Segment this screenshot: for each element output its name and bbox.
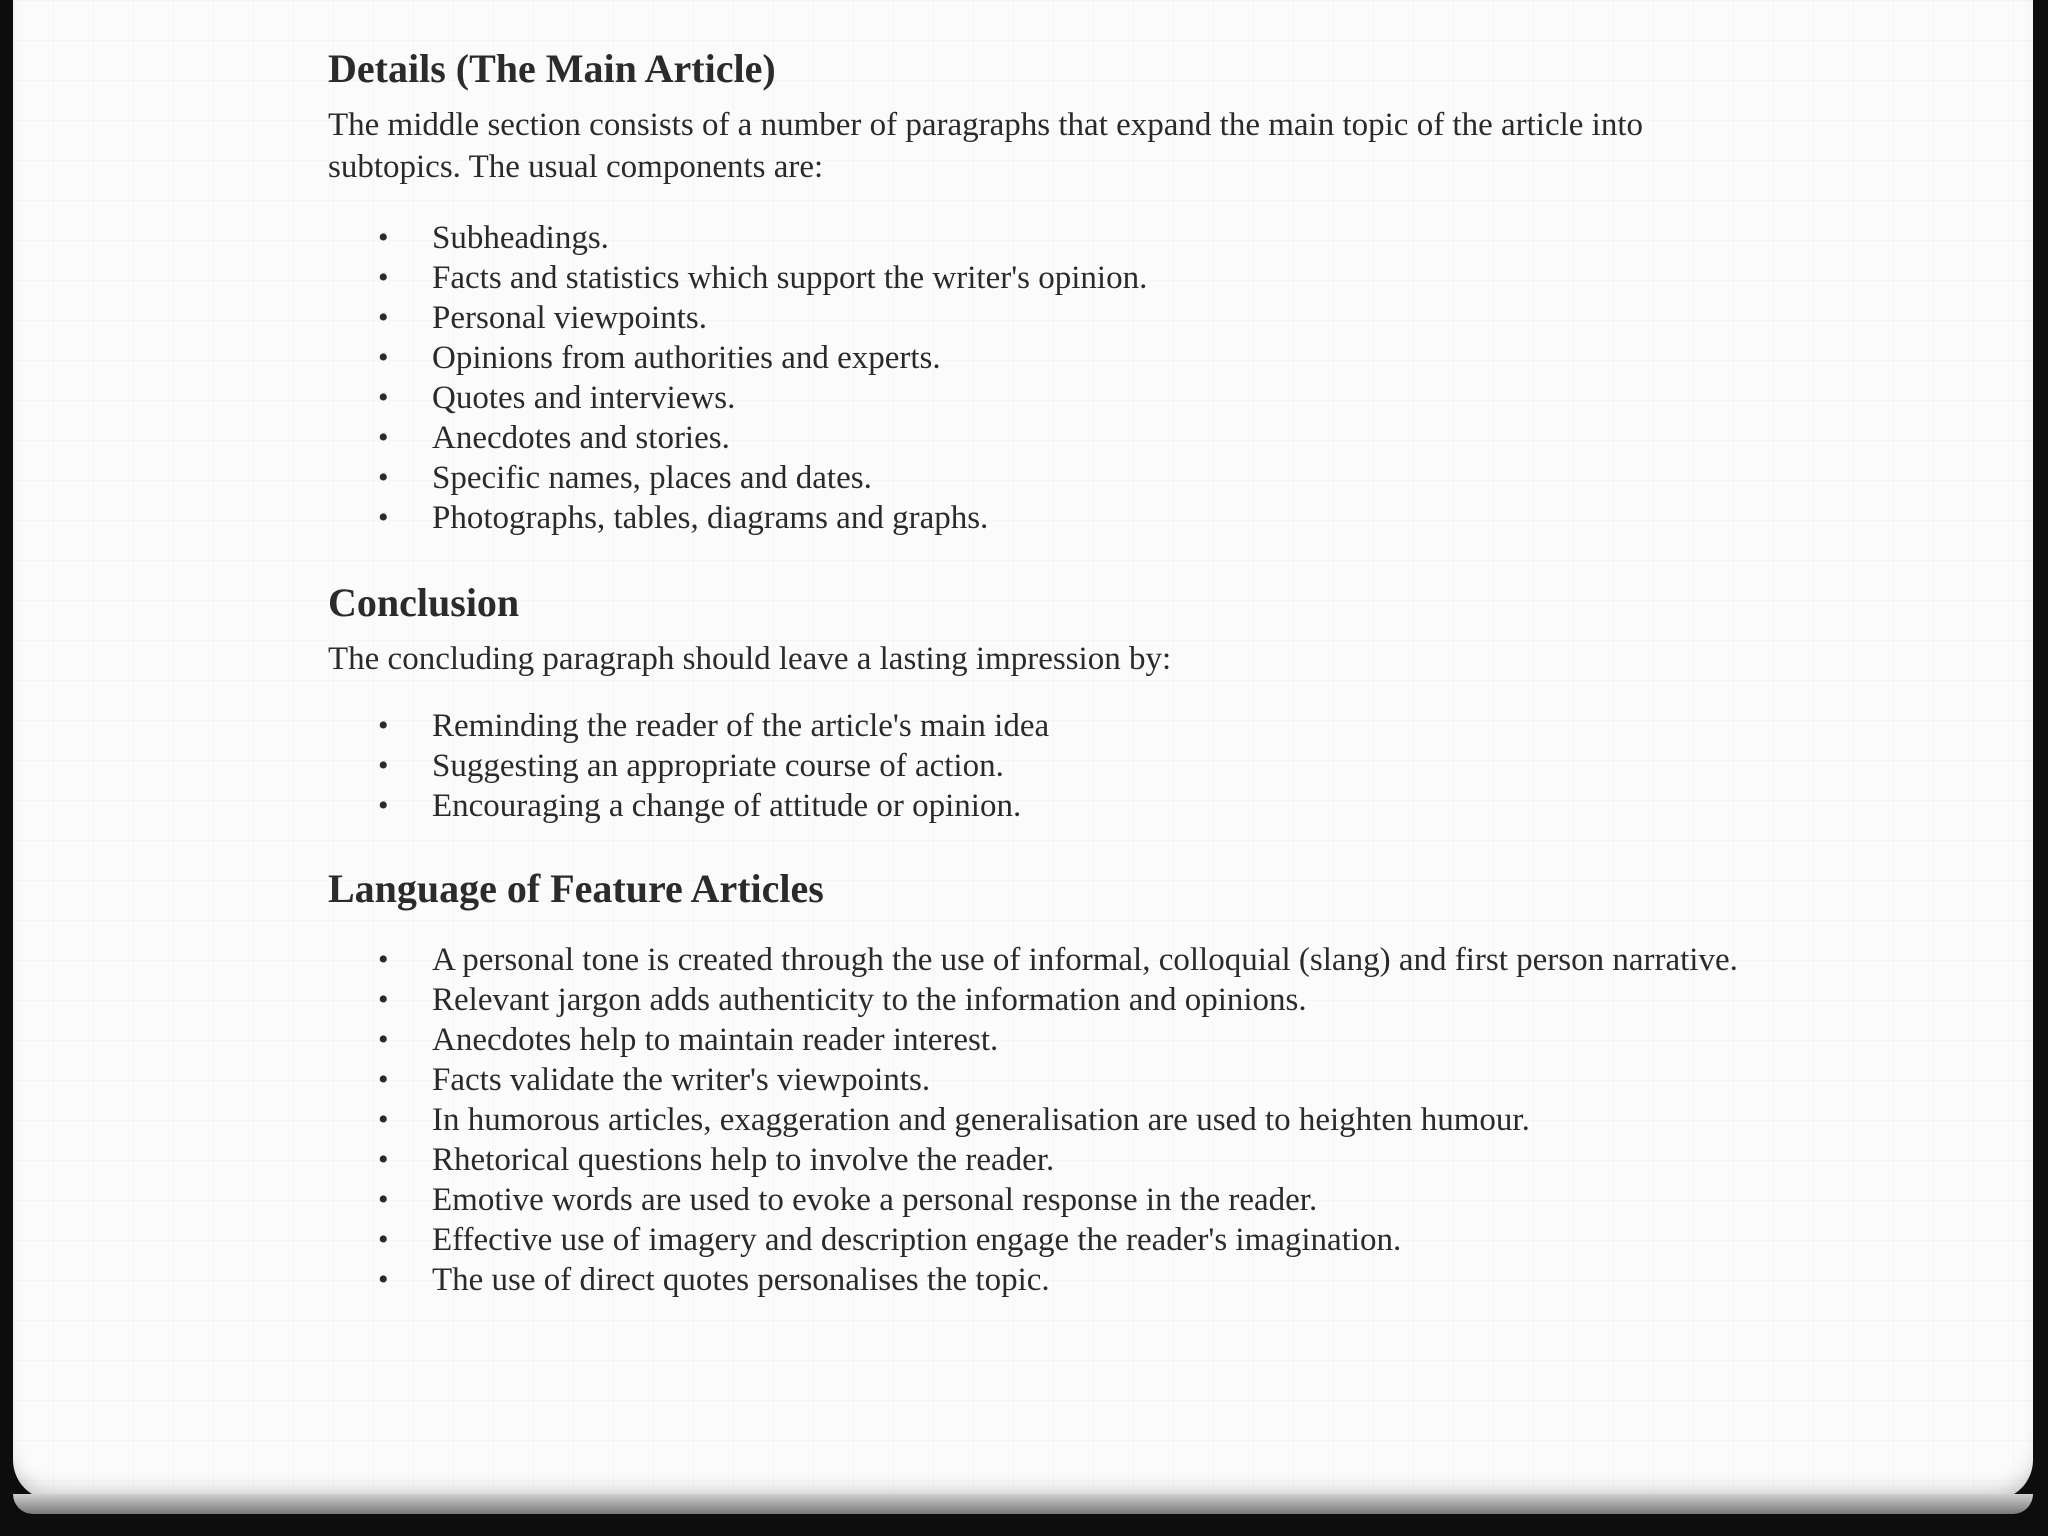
list-item: • Reminding the reader of the article's main idea: [378, 708, 1050, 744]
bullet-icon: •: [378, 421, 389, 454]
details-intro-line-2: subtopics. The usual components are:: [328, 149, 824, 185]
bullet-icon: •: [378, 301, 389, 334]
page-bottom-edge: [13, 1494, 2033, 1514]
bullet-icon: •: [378, 1103, 389, 1136]
bullet-icon: •: [378, 221, 389, 254]
language-heading: Language of Feature Articles: [328, 866, 824, 911]
list-item: • Anecdotes help to maintain reader interest.: [378, 1022, 999, 1058]
document-content: [328, 44, 1748, 1300]
bullet-icon: •: [378, 983, 389, 1016]
conclusion-list: [328, 706, 1748, 826]
bullet-icon: •: [378, 261, 389, 294]
list-item: • Encouraging a change of attitude or opinion.: [378, 788, 1022, 824]
list-item: • Quotes and interviews.: [378, 380, 736, 416]
list-item: • Relevant jargon adds authenticity to the information and opinions.: [378, 982, 1307, 1018]
bullet-icon: •: [378, 1183, 389, 1216]
list-item: • Specific names, places and dates.: [378, 460, 872, 496]
conclusion-heading: Conclusion: [328, 580, 520, 625]
bullet-icon: •: [378, 1023, 389, 1056]
list-item: • Subheadings.: [378, 220, 609, 256]
list-item: • The use of direct quotes personalises the topic.: [378, 1262, 1050, 1298]
list-item: • Facts and statistics which support the writer's opinion.: [378, 260, 1148, 296]
bullet-icon: •: [378, 1063, 389, 1096]
bullet-icon: •: [378, 381, 389, 414]
bullet-icon: •: [378, 709, 389, 742]
list-item: • Anecdotes and stories.: [378, 420, 730, 456]
conclusion-intro: The concluding paragraph should leave a lasting impression by:: [328, 641, 1172, 677]
list-item: • In humorous articles, exaggeration and generalisation are used to heighten humour.: [378, 1102, 1530, 1138]
list-item: • Personal viewpoints.: [378, 300, 707, 336]
bullet-icon: •: [378, 789, 389, 822]
list-item: • A personal tone is created through the use of informal, colloquial (slang) and first person narrative.: [378, 942, 1738, 978]
bullet-icon: •: [378, 341, 389, 374]
bullet-icon: •: [378, 1143, 389, 1176]
list-item: • Effective use of imagery and description engage the reader's imagination.: [378, 1222, 1402, 1258]
details-heading: Details (The Main Article): [328, 46, 776, 91]
details-list: [328, 218, 1748, 538]
list-item: • Suggesting an appropriate course of action.: [378, 748, 1004, 784]
bullet-icon: •: [378, 749, 389, 782]
language-list: [328, 940, 1748, 1300]
bullet-icon: •: [378, 1223, 389, 1256]
list-item: • Opinions from authorities and experts.: [378, 340, 941, 376]
list-item: • Photographs, tables, diagrams and graphs.: [378, 500, 989, 536]
details-intro: [328, 104, 1748, 188]
bullet-icon: •: [378, 501, 389, 534]
list-item: • Rhetorical questions help to involve the reader.: [378, 1142, 1055, 1178]
details-intro-line-1: The middle section consists of a number of paragraphs that expand the main topic of the article into: [328, 107, 1644, 143]
bullet-icon: •: [378, 1263, 389, 1296]
list-item: • Emotive words are used to evoke a personal response in the reader.: [378, 1182, 1318, 1218]
list-item: • Facts validate the writer's viewpoints.: [378, 1062, 931, 1098]
bullet-icon: •: [378, 943, 389, 976]
bullet-icon: •: [378, 461, 389, 494]
